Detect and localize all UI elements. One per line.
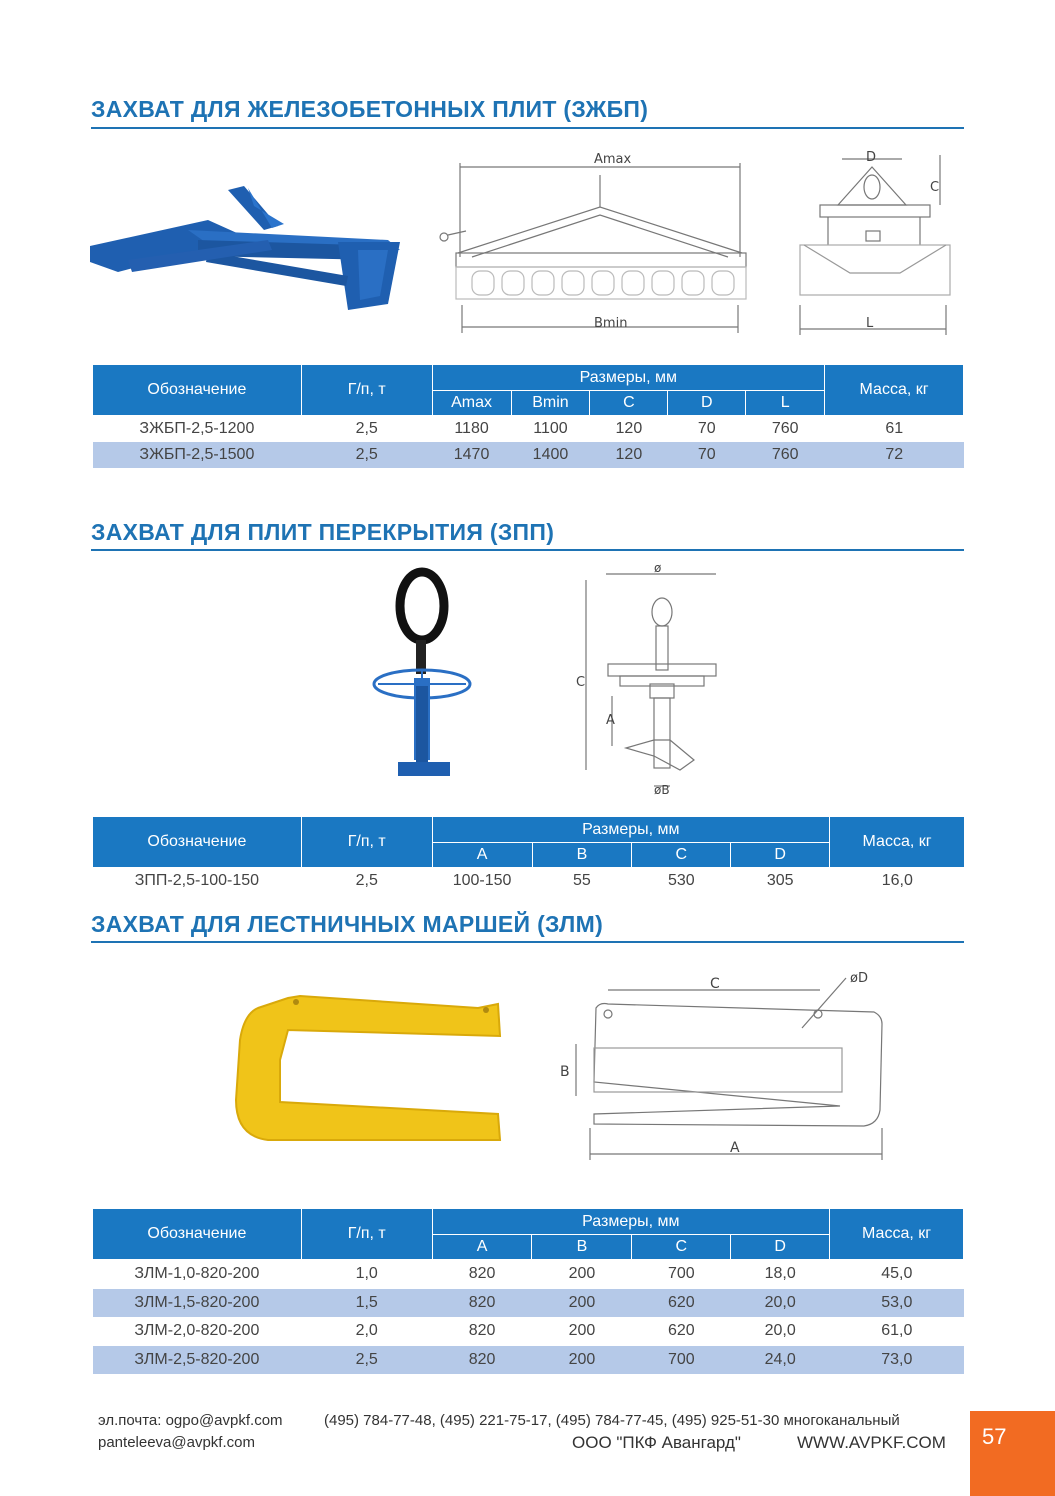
col-header-load: Г/п, т xyxy=(301,365,432,416)
col-header-name: Обозначение xyxy=(93,817,302,868)
col-header-name: Обозначение xyxy=(93,1209,302,1260)
dim-header: D xyxy=(731,843,830,868)
col-header-dims: Размеры, мм xyxy=(432,365,825,391)
footer-email-primary[interactable]: эл.почта: ogpo@avpkf.com xyxy=(98,1412,283,1429)
zhbp-product-photo xyxy=(88,180,406,320)
table-row: ЗЛМ-2,0-820-200 2,0 820 200 620 20,0 61,0 xyxy=(134,1322,913,1339)
zpp-spec-table xyxy=(92,816,965,894)
zpp-diagram xyxy=(570,560,720,800)
table-row: ЗЖБП-2,5-1200 2,5 1180 1100 120 70 760 61 xyxy=(139,420,904,437)
label-d: øD xyxy=(850,971,868,986)
col-header-mass: Масса, кг xyxy=(825,365,964,416)
dim-header: C xyxy=(590,391,668,416)
table-row: ЗЖБП-2,5-1500 2,5 1470 1400 120 70 760 72 xyxy=(93,442,964,468)
label-b: øB xyxy=(654,783,670,797)
table-row: ЗЛМ-1,0-820-200 1,0 820 200 700 18,0 45,0 xyxy=(134,1265,913,1283)
zlm-spec-table xyxy=(92,1208,964,1374)
col-header-mass: Масса, кг xyxy=(830,817,965,868)
label-a: A xyxy=(730,1140,740,1156)
dim-header: C xyxy=(632,843,731,868)
dim-header: D xyxy=(668,391,746,416)
col-header-load: Г/п, т xyxy=(301,817,432,868)
table-row: ЗЛМ-2,5-820-200 2,5 820 200 700 24,0 73,0 xyxy=(93,1346,964,1374)
section-divider xyxy=(91,127,964,129)
col-header-dims: Размеры, мм xyxy=(432,817,829,843)
dim-header: D xyxy=(731,1235,830,1260)
dim-header: C xyxy=(632,1235,731,1260)
dim-header: B xyxy=(532,843,632,868)
label-c: C xyxy=(710,976,720,992)
section-divider xyxy=(91,549,964,551)
table-row: ЗЛМ-1,5-820-200 1,5 820 200 620 20,0 53,0 xyxy=(93,1289,964,1317)
col-header-load: Г/п, т xyxy=(301,1209,432,1260)
dim-header: B xyxy=(532,1235,632,1260)
label-l: L xyxy=(866,316,874,331)
label-d: D xyxy=(866,150,877,165)
label-b: B xyxy=(560,1064,570,1080)
zhbp-front-diagram xyxy=(432,145,752,335)
page-number: 57 xyxy=(982,1424,1007,1449)
dim-header: Amax xyxy=(432,391,511,416)
section-title-zhbp: ЗАХВАТ ДЛЯ ЖЕЛЕЗОБЕТОННЫХ ПЛИТ (ЗЖБП) xyxy=(91,96,649,122)
dim-header: A xyxy=(432,1235,532,1260)
section-title-zpp: ЗАХВАТ ДЛЯ ПЛИТ ПЕРЕКРЫТИЯ (ЗПП) xyxy=(91,519,555,545)
col-header-mass: Масса, кг xyxy=(830,1209,964,1260)
label-dia: ø xyxy=(654,561,662,575)
col-header-dims: Размеры, мм xyxy=(432,1209,830,1235)
zhbp-spec-table xyxy=(92,364,964,468)
label-c: C xyxy=(930,180,940,195)
footer-email-secondary[interactable]: panteleeva@avpkf.com xyxy=(98,1434,255,1451)
label-amax: Amax xyxy=(594,152,632,167)
label-a: A xyxy=(606,713,615,728)
section-divider xyxy=(91,941,964,943)
zhbp-side-diagram xyxy=(780,145,970,335)
zlm-product-photo xyxy=(228,990,508,1146)
footer-website[interactable]: WWW.AVPKF.COM xyxy=(797,1433,946,1452)
footer-phones: (495) 784-77-48, (495) 221-75-17, (495) 784-77-45, (495) 925-51-30 многоканальный xyxy=(324,1412,900,1429)
label-c: C xyxy=(576,675,586,690)
table-row: ЗПП-2,5-100-150 2,5 100-150 55 530 305 16,0 xyxy=(134,872,913,889)
zpp-product-photo xyxy=(368,566,480,788)
section-title-zlm: ЗАХВАТ ДЛЯ ЛЕСТНИЧНЫХ МАРШЕЙ (ЗЛМ) xyxy=(91,911,604,937)
dim-header: A xyxy=(432,843,532,868)
col-header-name: Обозначение xyxy=(93,365,302,416)
footer-company: ООО "ПКФ Авангард" xyxy=(572,1433,741,1452)
dim-header: Bmin xyxy=(511,391,590,416)
label-bmin: Bmin xyxy=(594,316,628,331)
zlm-diagram xyxy=(554,964,894,1164)
dim-header: L xyxy=(746,391,825,416)
